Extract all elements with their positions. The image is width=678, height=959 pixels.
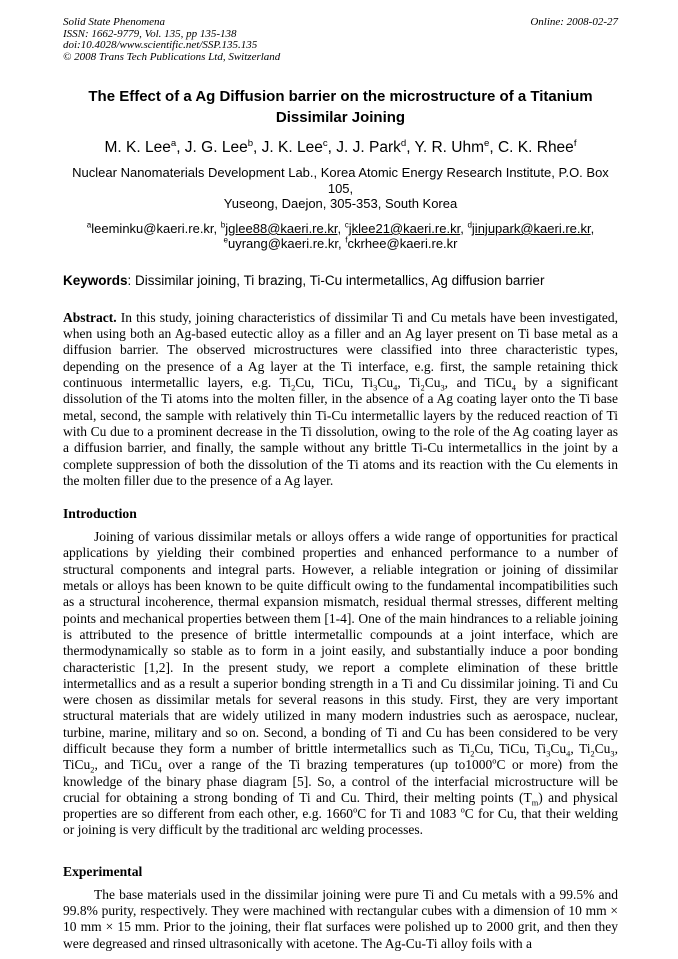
email-link-author-d[interactable]: $^d$jinjupark@kaeri.re.kr,: [467, 220, 595, 236]
affiliation: [63, 165, 618, 212]
email-list: [63, 221, 618, 251]
section-heading-introduction: Introduction: [63, 506, 137, 522]
author-line: M. K. Lee$^a$, J. G. Lee$^b$, J. K. Lee$^c$, J. J. Park$^d$, Y. R. Uhm$^e$, C. K. Rhee$^f$: [104, 138, 577, 157]
doi-line: doi:10.4028/www.scientific.net/SSP.135.135: [63, 39, 258, 52]
email-author-f: $^f$ckrhee@kaeri.re.kr: [345, 235, 458, 251]
journal-name: Solid State Phenomena: [63, 16, 166, 28]
section-heading-experimental: Experimental: [63, 863, 143, 879]
publication-header: [63, 17, 618, 63]
email-author-a: $^a$leeminku@kaeri.re.kr,: [86, 220, 221, 236]
abstract-paragraph: [63, 310, 618, 489]
abstract-text: In this study, joining characteristics of dissimilar Ti and Cu metals have been investigated, when using both an Ag-based eutectic alloy as a filler and an Ag layer present on Ti base metal as a diffusion barrier. The observed microstructures were classified into three characteristic types, depending on the presence of a Ag layer at the Ti interface, e.g. first, the sample retaining thick continuous intermetallic layers, e.g. $Ti_2Cu$, TiCu, $Ti_3Cu_4$, $Ti_2Cu_3$, and TiCu$_4$ by a significant dissolution of the Ti atoms into the molten filler, in the absence of a Ag coating layer onto the Ti base metal, second, the sample with relatively thin Ti-Cu intermetallic layers by the reduced reaction of Ti with Cu due to a prominent decrease in the Ti dissolution, owing to the role of the Ag coating layer as a diffusion barrier, and finally, the sample without any brittle Ti-Cu intermetallics in the joint by a complete suppression of both the dissolution of the Ti atoms and its reaction with the Cu elements in the molten filler due to the presence of a Ag layer.: [63, 309, 619, 488]
paper-title: The Effect of a Ag Diffusion barrier on the microstructure of a Titanium Dissimilar Joining: [88, 88, 593, 127]
email-link-author-c[interactable]: $^c$jklee21@kaeri.re.kr,: [344, 220, 468, 236]
issn-line: ISSN: 1662-9779, Vol. 135, pp 135-138: [63, 27, 237, 40]
affiliation-line-2: Yuseong, Daejon, 305-353, South Korea: [223, 196, 458, 212]
keywords-label: Keywords: [63, 272, 128, 288]
email-author-e: $^e$uyrang@kaeri.re.kr,: [223, 235, 346, 251]
online-date: Online: 2008-02-27: [530, 16, 618, 28]
keywords-line: [63, 273, 618, 289]
copyright-line: © 2008 Trans Tech Publications Ltd, Switzerland: [63, 50, 281, 63]
email-link-author-b[interactable]: $^b$jglee88@kaeri.re.kr,: [220, 220, 345, 236]
keywords-text: : Dissimilar joining, Ti brazing, Ti-Cu intermetallics, Ag diffusion barrier: [127, 272, 545, 288]
abstract-label: Abstract.: [63, 309, 117, 325]
affiliation-line-1: Nuclear Nanomaterials Development Lab., Korea Atomic Energy Research Institute, P.O. Box 105,: [72, 165, 609, 196]
experimental-paragraph: The base materials used in the dissimilar joining were pure Ti and Cu metals with a 99.5% and 99.8% purity, respectively. They were machined with rectangular cubes with a dimension of 10 mm × 10 mm × 15 mm. Prior to the joining, their flat surfaces were polished up to 2000 grit, and then they were degreased and rinsed ultrasonically with acetone. The Ag-Cu-Ti alloy foils with a: [63, 886, 618, 951]
introduction-paragraph: Joining of various dissimilar metals or alloys offers a wide range of opportunities for practical applications by yielding their combined properties and enhanced performance to a number of structural components and integral parts. However, a reliable integration or joining of dissimilar metals or alloys has been known to be quite difficult owing to the fundamental incompatibilities such as a structural incoherence, thermal expansion mismatch, residual thermal stresses, different melting points and mechanical properties between them [1-4]. One of the main hindrances to a reliable joining is attributed to the presence of brittle intermetallic compounds at a joint interface, which are thermodynamically so stable as to form in a joint easily, and substantially induce a poor bonding characteristic [1,2]. In the present study, we report a complete elimination of these brittle intermetallics and as a result a superior bonding strength in a Ti and Cu dissimilar joining. Ti and Cu were chosen as dissimilar metals for several reasons in this study. First, they are very important structural materials that are widely utilized in many modern industries such as aerospace, nuclear, turbine, marine, military and so on. Second, a bonding of Ti and Cu has been considered to be very difficult because they form a number of brittle intermetallics such as $Ti_2Cu$, TiCu, $Ti_3Cu_4$, $Ti_2Cu_3$, TiCu$_2$, and TiCu$_4$ over a range of the Ti brazing temperatures (up to1000$^o$C or more) from the knowledge of the binary phase diagram [5]. So, a control of the interfacial microstructure will be crucial for obtaining a strong bonding of Ti and Cu. Third, their melting points $(T_m)$ and physical properties are so different from each other, e.g. 1660$^o$C for Ti and 1083 $^o$C for Cu, that their welding or joining is very difficult by the traditional arc welding processes.: [63, 529, 619, 838]
